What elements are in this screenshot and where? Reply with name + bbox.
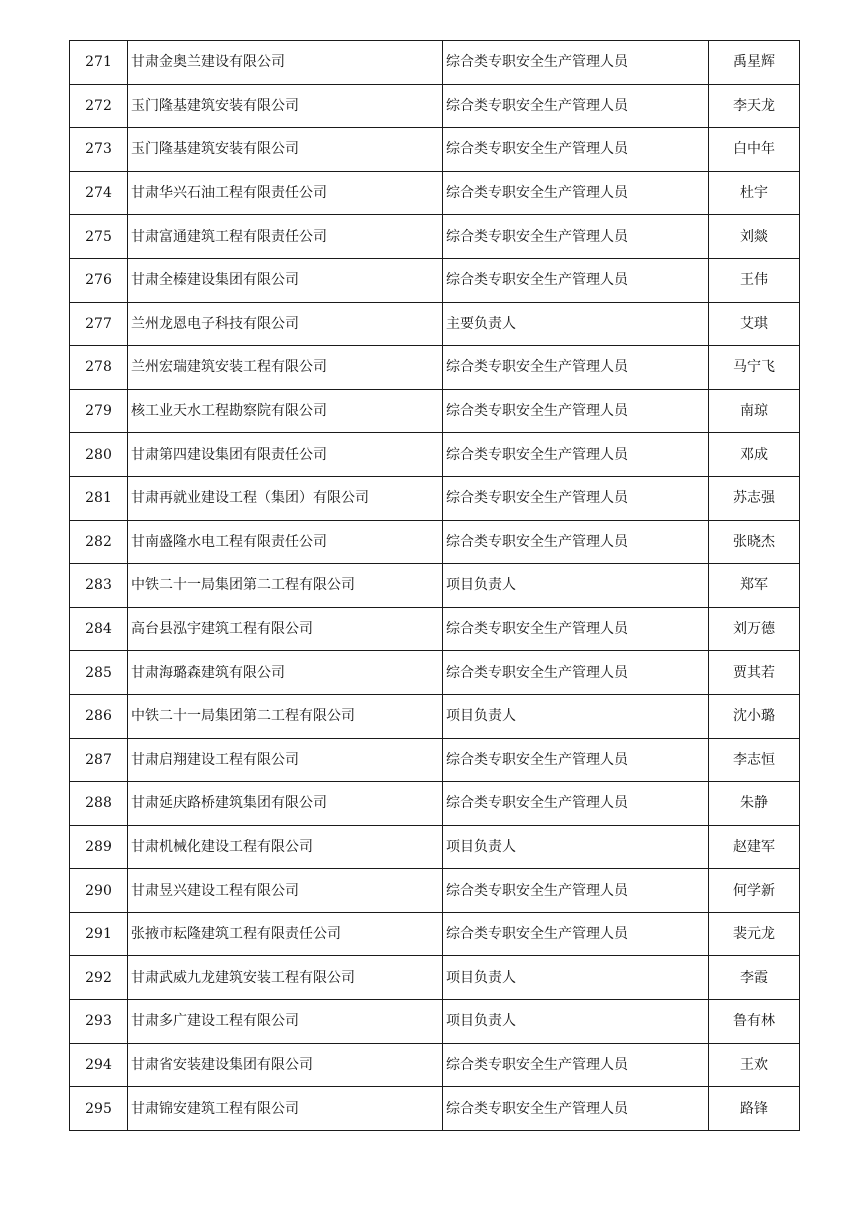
person-name-cell: 李天龙 — [709, 84, 800, 128]
company-cell: 兰州宏瑞建筑安装工程有限公司 — [128, 346, 443, 390]
company-cell: 兰州龙恩电子科技有限公司 — [128, 302, 443, 346]
row-number: 294 — [70, 1043, 128, 1087]
company-cell: 中铁二十一局集团第二工程有限公司 — [128, 694, 443, 738]
company-cell: 甘肃机械化建设工程有限公司 — [128, 825, 443, 869]
table-row — [70, 215, 800, 259]
role-cell: 项目负责人 — [443, 564, 709, 608]
row-number: 295 — [70, 1087, 128, 1131]
company-cell: 张掖市耘隆建筑工程有限责任公司 — [128, 912, 443, 956]
table-row — [70, 694, 800, 738]
role-cell: 项目负责人 — [443, 694, 709, 738]
person-name-cell: 朱静 — [709, 782, 800, 826]
role-cell: 综合类专职安全生产管理人员 — [443, 1043, 709, 1087]
role-cell: 综合类专职安全生产管理人员 — [443, 171, 709, 215]
personnel-table — [69, 40, 800, 1131]
row-number: 293 — [70, 1000, 128, 1044]
role-cell: 综合类专职安全生产管理人员 — [443, 128, 709, 172]
table-row — [70, 1000, 800, 1044]
person-name-cell: 白中年 — [709, 128, 800, 172]
table-row — [70, 825, 800, 869]
role-cell: 综合类专职安全生产管理人员 — [443, 389, 709, 433]
person-name-cell: 马宁飞 — [709, 346, 800, 390]
table-row — [70, 389, 800, 433]
table-row — [70, 782, 800, 826]
table-row — [70, 1043, 800, 1087]
person-name-cell: 裴元龙 — [709, 912, 800, 956]
row-number: 271 — [70, 41, 128, 85]
table-row — [70, 869, 800, 913]
role-cell: 项目负责人 — [443, 825, 709, 869]
role-cell: 项目负责人 — [443, 1000, 709, 1044]
role-cell: 综合类专职安全生产管理人员 — [443, 215, 709, 259]
company-cell: 甘南盛隆水电工程有限责任公司 — [128, 520, 443, 564]
table-row — [70, 346, 800, 390]
role-cell: 综合类专职安全生产管理人员 — [443, 346, 709, 390]
company-cell: 甘肃金奥兰建设有限公司 — [128, 41, 443, 85]
company-cell: 中铁二十一局集团第二工程有限公司 — [128, 564, 443, 608]
row-number: 291 — [70, 912, 128, 956]
company-cell: 甘肃启翔建设工程有限公司 — [128, 738, 443, 782]
company-cell: 玉门隆基建筑安装有限公司 — [128, 128, 443, 172]
row-number: 277 — [70, 302, 128, 346]
company-cell: 甘肃武威九龙建筑安装工程有限公司 — [128, 956, 443, 1000]
role-cell: 综合类专职安全生产管理人员 — [443, 41, 709, 85]
company-cell: 甘肃华兴石油工程有限责任公司 — [128, 171, 443, 215]
table-row — [70, 171, 800, 215]
role-cell: 综合类专职安全生产管理人员 — [443, 869, 709, 913]
role-cell: 综合类专职安全生产管理人员 — [443, 520, 709, 564]
company-cell: 玉门隆基建筑安装有限公司 — [128, 84, 443, 128]
company-cell: 甘肃全榛建设集团有限公司 — [128, 258, 443, 302]
row-number: 273 — [70, 128, 128, 172]
row-number: 275 — [70, 215, 128, 259]
company-cell: 甘肃再就业建设工程（集团）有限公司 — [128, 476, 443, 520]
person-name-cell: 李志恒 — [709, 738, 800, 782]
table-row — [70, 738, 800, 782]
person-name-cell: 李霞 — [709, 956, 800, 1000]
table-row — [70, 433, 800, 477]
person-name-cell: 邓成 — [709, 433, 800, 477]
company-cell: 甘肃富通建筑工程有限责任公司 — [128, 215, 443, 259]
role-cell: 综合类专职安全生产管理人员 — [443, 651, 709, 695]
row-number: 276 — [70, 258, 128, 302]
company-cell: 核工业天水工程勘察院有限公司 — [128, 389, 443, 433]
row-number: 288 — [70, 782, 128, 826]
row-number: 290 — [70, 869, 128, 913]
person-name-cell: 何学新 — [709, 869, 800, 913]
role-cell: 综合类专职安全生产管理人员 — [443, 782, 709, 826]
person-name-cell: 杜宇 — [709, 171, 800, 215]
table-row — [70, 41, 800, 85]
table-body — [70, 41, 800, 1131]
table-row — [70, 84, 800, 128]
row-number: 274 — [70, 171, 128, 215]
person-name-cell: 赵建军 — [709, 825, 800, 869]
table-row — [70, 258, 800, 302]
role-cell: 综合类专职安全生产管理人员 — [443, 84, 709, 128]
company-cell: 甘肃多广建设工程有限公司 — [128, 1000, 443, 1044]
person-name-cell: 鲁有林 — [709, 1000, 800, 1044]
person-name-cell: 路锋 — [709, 1087, 800, 1131]
person-name-cell: 沈小璐 — [709, 694, 800, 738]
role-cell: 主要负责人 — [443, 302, 709, 346]
company-cell: 甘肃第四建设集团有限责任公司 — [128, 433, 443, 477]
table-row — [70, 1087, 800, 1131]
row-number: 279 — [70, 389, 128, 433]
role-cell: 项目负责人 — [443, 956, 709, 1000]
person-name-cell: 贾其若 — [709, 651, 800, 695]
company-cell: 甘肃省安装建设集团有限公司 — [128, 1043, 443, 1087]
row-number: 281 — [70, 476, 128, 520]
row-number: 292 — [70, 956, 128, 1000]
table-row — [70, 476, 800, 520]
table-row — [70, 956, 800, 1000]
company-cell: 甘肃锦安建筑工程有限公司 — [128, 1087, 443, 1131]
person-name-cell: 禹星辉 — [709, 41, 800, 85]
row-number: 280 — [70, 433, 128, 477]
role-cell: 综合类专职安全生产管理人员 — [443, 912, 709, 956]
table-row — [70, 128, 800, 172]
row-number: 285 — [70, 651, 128, 695]
row-number: 284 — [70, 607, 128, 651]
person-name-cell: 刘万德 — [709, 607, 800, 651]
table-row — [70, 912, 800, 956]
role-cell: 综合类专职安全生产管理人员 — [443, 1087, 709, 1131]
person-name-cell: 王欢 — [709, 1043, 800, 1087]
row-number: 289 — [70, 825, 128, 869]
person-name-cell: 郑军 — [709, 564, 800, 608]
row-number: 272 — [70, 84, 128, 128]
row-number: 286 — [70, 694, 128, 738]
role-cell: 综合类专职安全生产管理人员 — [443, 433, 709, 477]
company-cell: 甘肃海璐森建筑有限公司 — [128, 651, 443, 695]
role-cell: 综合类专职安全生产管理人员 — [443, 738, 709, 782]
table-row — [70, 564, 800, 608]
company-cell: 甘肃延庆路桥建筑集团有限公司 — [128, 782, 443, 826]
role-cell: 综合类专职安全生产管理人员 — [443, 607, 709, 651]
table-row — [70, 302, 800, 346]
person-name-cell: 苏志强 — [709, 476, 800, 520]
row-number: 287 — [70, 738, 128, 782]
row-number: 283 — [70, 564, 128, 608]
row-number: 282 — [70, 520, 128, 564]
person-name-cell: 南琼 — [709, 389, 800, 433]
role-cell: 综合类专职安全生产管理人员 — [443, 258, 709, 302]
row-number: 278 — [70, 346, 128, 390]
table-row — [70, 520, 800, 564]
person-name-cell: 张晓杰 — [709, 520, 800, 564]
role-cell: 综合类专职安全生产管理人员 — [443, 476, 709, 520]
company-cell: 甘肃昱兴建设工程有限公司 — [128, 869, 443, 913]
table-row — [70, 607, 800, 651]
table-row — [70, 651, 800, 695]
person-name-cell: 刘燚 — [709, 215, 800, 259]
person-name-cell: 王伟 — [709, 258, 800, 302]
person-name-cell: 艾琪 — [709, 302, 800, 346]
company-cell: 高台县泓宇建筑工程有限公司 — [128, 607, 443, 651]
